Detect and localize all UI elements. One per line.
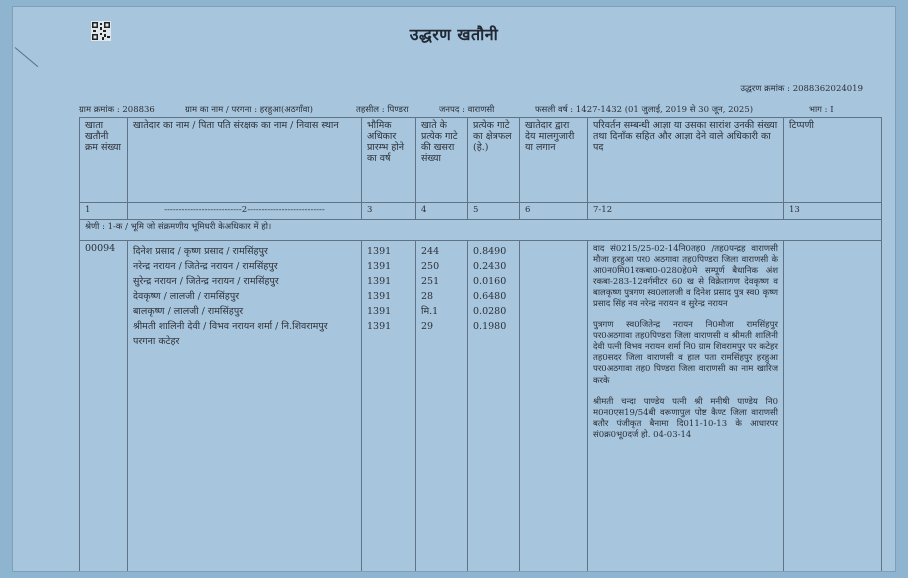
village-code: ग्राम क्रमांक : 208836 <box>79 105 155 115</box>
owner-line: बालकृष्ण / लालजी / रामसिंहपुर <box>133 306 244 317</box>
category-label: श्रेणी : 1-क / भूमि जो संक्रमणीय भूमिधरी केअधिकार में हो। <box>80 220 882 241</box>
revenue-cell <box>520 241 588 573</box>
year-value: 1391 <box>367 246 392 257</box>
header-change-order: परिवर्तन सम्बन्धी आज्ञा या उसका सारांश उनकी संख्या तथा दिनाँक सहित और आज्ञा देने वाले अधिकारी का पद <box>588 118 784 203</box>
area-value: 0.2430 <box>473 261 507 272</box>
area-value: 0.1980 <box>473 321 507 332</box>
remarks-cell <box>784 241 882 573</box>
area-value: 0.8490 <box>473 246 507 257</box>
header-area: प्रत्येक गाटे का क्षेत्रफल (हे.) <box>468 118 520 203</box>
owner-line: परगना कटेहर <box>133 336 180 347</box>
owner-line: दिनेश प्रसाद / कृष्ण प्रसाद / रामसिंहपुर <box>133 246 268 257</box>
col-num-8: 13 <box>784 203 882 220</box>
document-title: उद्धरण खतौनी <box>409 25 499 44</box>
year-value: 1391 <box>367 291 392 302</box>
tehsil: तहसील : पिण्डरा <box>356 105 409 115</box>
header-khata-no: खाता खतौनी क्रम संख्या <box>80 118 128 203</box>
khasra-value: 250 <box>421 261 440 272</box>
remark-paragraph: श्रीमती चन्दा पाण्डेय पत्नी श्री मनीषी पाण्डेय नि0 म0न0एस19/54बी वरूणापुल पोष्ट कैण्ट जिला वाराणसी बतौर पंजीकृत बैनामा दि011-10-13 के आधारपर सं0क्र0भू0दर्ज हो. 04-03-14 <box>593 396 778 440</box>
khata-number: 00094 <box>80 241 128 573</box>
year-list <box>362 241 416 573</box>
category-row <box>80 220 882 241</box>
area-value: 0.0160 <box>473 276 507 287</box>
part: भाग : I <box>809 105 834 115</box>
header-revenue: खातेदार द्वारा देय मालगुजारी या लगान <box>520 118 588 203</box>
remark-paragraph: वाद सं0215/25-02-14नि0तह0 /तह0पन्द्रह वाराणसी मौजा हरहुआ पर0 अठगावा तह0पिण्डरा जिला वाराणसी के आ0न0मि01रकबा0-0280हे0मे सम्पूर्ण बैधानिक अंश रकबा-283-12वर्गमीटर 60 ख से विक्रेतागण देवकृष्ण व बालकृष्ण पुत्रगण स्व0लालजी व दिनेश प्रसाद पुत्र स्व0 कृष्ण प्रसाद सिंह नव नरेन्द्र नरायन व सुरेन्द्र नरायन <box>593 244 778 310</box>
owner-line: नरेन्द्र नरायन / जितेन्द्र नरायन / रामसिंहपुर <box>133 261 278 272</box>
year-value: 1391 <box>367 261 392 272</box>
khasra-value: 251 <box>421 276 440 287</box>
col-num-1: 1 <box>80 203 128 220</box>
header-row <box>80 118 882 203</box>
khasra-value: 28 <box>421 291 434 302</box>
village-name: ग्राम का नाम / परगना : हरहुआ(अठगाँवा) <box>185 105 313 115</box>
header-remarks: टिप्पणी <box>784 118 882 203</box>
document-page <box>12 6 896 572</box>
area-list <box>468 241 520 573</box>
owner-list <box>128 241 362 573</box>
change-order-text <box>588 241 784 573</box>
owner-line: देवकृष्ण / लालजी / रामसिंहपुर <box>133 291 240 302</box>
district: जनपद : वाराणसी <box>439 105 495 115</box>
remark-paragraph: पुत्रगण स्व0जितेन्द्र नरायन नि0मौजा रामसिंहपुर पर0अठगावा तह0पिण्डरा जिला वाराणसी व श्रीमती शालिनी देवी पत्नी विभव नरायन शर्मा नि0 ग्राम शिवरामपुर पर कटेहर तह0सदर जिला वाराणसी व हाल पता रामसिंहपुर हरहुआ पर0अठगावा तह0 पिण्डरा जिला वाराणसी का नाम खारिज करके <box>593 320 778 386</box>
header-owner-name: खातेदार का नाम / पिता पति संरक्षक का नाम / निवास स्थान <box>128 118 362 203</box>
khasra-value: मि.1 <box>421 306 439 317</box>
year-value: 1391 <box>367 276 392 287</box>
owner-line: श्रीमती शालिनी देवी / विभव नरायन शर्मा / नि.शिवरामपुर <box>133 321 328 332</box>
col-num-6: 6 <box>520 203 588 220</box>
fasli-year: फसली वर्ष : 1427-1432 (01 जुलाई, 2019 से 30 जून, 2025) <box>535 105 754 115</box>
khatauni-table <box>79 117 882 572</box>
col-num-4: 4 <box>416 203 468 220</box>
col-num-3: 3 <box>362 203 416 220</box>
scratch-mark <box>15 47 39 67</box>
owner-line: सुरेन्द्र नरायन / जितेन्द्र नरायन / रामसिंहपुर <box>133 276 279 287</box>
khasra-value: 244 <box>421 246 440 257</box>
year-value: 1391 <box>367 321 392 332</box>
col-num-7: 7-12 <box>588 203 784 220</box>
year-value: 1391 <box>367 306 392 317</box>
header-right-year: भौमिक अधिकार प्रारम्भ होने का वर्ष <box>362 118 416 203</box>
col-num-2: ---------------------------2--------------------------- <box>128 203 362 220</box>
serial-number: उद्धरण क्रमांक : 2088362024019 <box>740 84 863 94</box>
header-khasra-no: खाते के प्रत्येक गाटे की खसरा संख्या <box>416 118 468 203</box>
khasra-list <box>416 241 468 573</box>
column-number-row <box>80 203 882 220</box>
khasra-value: 29 <box>421 321 434 332</box>
area-value: 0.0280 <box>473 306 507 317</box>
col-num-5: 5 <box>468 203 520 220</box>
area-value: 0.6480 <box>473 291 507 302</box>
record-row <box>80 241 882 573</box>
